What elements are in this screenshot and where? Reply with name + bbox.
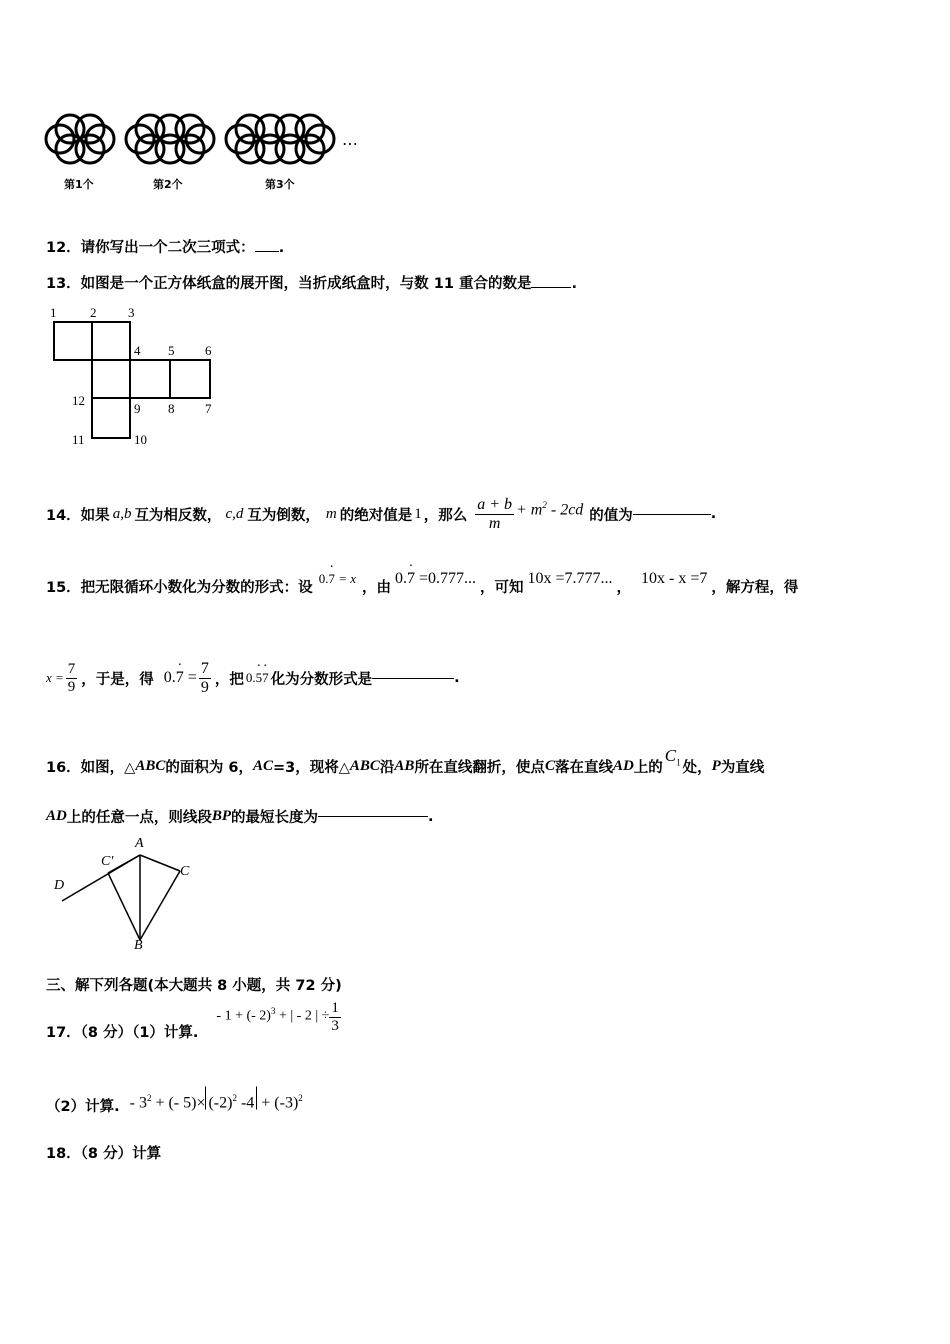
q15-e1b: · 7: [328, 571, 335, 586]
q15-e1: [319, 571, 356, 587]
q15-t6: ，把: [214, 671, 244, 688]
question-12: [46, 236, 284, 257]
q14-blank: [633, 514, 711, 515]
q17-e1-frac: [329, 1000, 341, 1034]
q15-val: [246, 670, 269, 686]
q15-x-lhs: x =: [46, 670, 64, 686]
q15-t7: 化为分数形式是: [270, 671, 373, 688]
q17-e1b: + | - 2 | ÷: [275, 1008, 330, 1024]
q15-r-frac: [199, 660, 211, 696]
q15-val-b: · 5: [256, 670, 263, 685]
q15-end: .: [454, 670, 460, 687]
q14-ab: a,b: [112, 505, 132, 522]
q16-bp: BP: [211, 808, 232, 824]
q15-r-a: 0.: [163, 669, 176, 687]
net-label-5: 5: [168, 343, 175, 358]
q16-c1-sub: 1: [676, 757, 681, 768]
label-A: A: [135, 836, 144, 851]
q16-ad2: AD: [46, 808, 67, 824]
net-label-6: 6: [205, 343, 212, 358]
q17-e2sup2: 2: [232, 1093, 237, 1103]
q14-t5: 的值为: [589, 507, 633, 524]
q14-frac-num: a + b: [477, 496, 512, 513]
q14-frac-den: m: [488, 514, 501, 532]
q17-e1sup: 3: [270, 1005, 276, 1016]
q14-end: .: [710, 506, 717, 523]
net-label-9: 9: [134, 401, 141, 416]
net-label-1: 1: [50, 305, 57, 320]
triangle-figure: [40, 835, 220, 960]
label-C: C: [180, 864, 190, 879]
q17-e2c: (-2): [208, 1094, 233, 1112]
question-14: [46, 496, 716, 532]
q15-t4: ，解方程，得: [711, 580, 799, 596]
q14-t2: 互为倒数，: [247, 507, 320, 524]
q15-x-den: 9: [67, 678, 76, 695]
q17-e2a: - 3: [129, 1094, 147, 1112]
q15-e3: 10x =7.777...: [527, 569, 613, 587]
net-label-11: 11: [72, 432, 85, 447]
label-B: B: [134, 938, 143, 953]
q15-t1: ，由: [361, 580, 391, 596]
q16-c1: [665, 746, 681, 767]
q17-e1a: - 1 + (- 2): [216, 1008, 271, 1024]
q12-end: .: [278, 240, 285, 256]
q15-r-den: 9: [200, 678, 209, 696]
q16-ab: AB: [394, 758, 415, 775]
net-label-4: 4: [134, 343, 141, 358]
q16-l1d: 沿: [379, 760, 395, 777]
q14-t3: 的绝对值是: [339, 507, 413, 524]
q15-e4: 10x - x =7: [641, 569, 708, 587]
q17-e2e: + (-3): [257, 1094, 299, 1112]
q15-e1c: = x: [334, 570, 356, 586]
q15-val-c: · 7: [262, 670, 269, 685]
net-label-2: 2: [90, 305, 97, 320]
q17-l1: 17．（8 分）（1）计算.: [46, 1024, 199, 1041]
section-3-title: 三、解下列各题(本大题共 8 小题，共 72 分): [46, 978, 342, 994]
q17-e1-den: 3: [331, 1017, 339, 1034]
question-16: [46, 746, 765, 777]
rings-1: [46, 115, 114, 163]
q15-x-num: 7: [67, 661, 76, 678]
rings-3: [226, 115, 334, 163]
q14-m: m: [325, 505, 337, 522]
question-16-line2: [46, 806, 434, 827]
q17-e2b: + (- 5)×: [151, 1094, 206, 1112]
q16-l1h: 处，: [682, 760, 712, 777]
q14-expr-sup: 2: [542, 500, 547, 511]
question-17: [46, 1000, 341, 1041]
q15-prefix: 15．把无限循环小数化为分数的形式：设: [46, 580, 313, 596]
q16-ad: AD: [612, 758, 634, 775]
q14-cd: c,d: [225, 505, 244, 522]
label-C1: C′: [101, 854, 114, 869]
q15-t2: ，可知: [480, 580, 524, 596]
q17-e2d: -4: [236, 1094, 255, 1112]
q16-l2b: 的最短长度为: [231, 810, 319, 826]
q15-x-frac: [66, 661, 78, 695]
question-17-part2: [46, 1086, 303, 1115]
label-D: D: [54, 878, 65, 893]
net-label-8: 8: [168, 401, 175, 416]
q15-e2c: =0.777...: [414, 569, 477, 587]
q16-l1i: 为直线: [720, 760, 765, 777]
q16-abc2: ABC: [349, 758, 380, 775]
q16-end: .: [428, 808, 434, 825]
caption-2: 第2个: [153, 178, 183, 191]
q15-r-c: =: [183, 669, 197, 687]
q16-c: C: [544, 758, 555, 775]
q14-prefix: 14．如果: [46, 507, 110, 524]
q16-l1e: 所在直线翻折，使点: [414, 760, 545, 777]
q17-bracket: [205, 1086, 257, 1110]
q17-e2sup3: 2: [298, 1093, 303, 1103]
q14-t4: ，那么: [423, 507, 468, 524]
net-label-3: 3: [128, 305, 135, 320]
q14-t1: 互为相反数，: [134, 507, 222, 524]
question-15-line2: [46, 660, 460, 696]
net-label-12: 12: [72, 393, 85, 408]
q16-c1-base: C: [664, 746, 677, 765]
q13-text: 13．如图是一个正方体纸盒的展开图，当折成纸盒时，与数 11 重合的数是: [46, 276, 532, 292]
q15-e2a: 0.: [394, 569, 407, 587]
q17-e2: [130, 1086, 303, 1112]
q15-e2b: · 7: [407, 570, 415, 587]
net-label-10: 10: [134, 432, 147, 447]
q14-one: 1: [414, 505, 422, 522]
q14-fraction: [475, 496, 514, 532]
q15-r-num: 7: [200, 660, 209, 677]
question-13: [46, 272, 577, 293]
q16-p: P: [711, 758, 721, 775]
q15-val-a: 0.: [245, 670, 256, 686]
q16-l1b: 的面积为 6，: [165, 760, 253, 777]
q12-blank: [255, 251, 279, 252]
q15-e1a: 0.: [318, 570, 329, 586]
q16-blank: [318, 816, 428, 817]
q16-l1c: =3，现将△: [273, 760, 350, 777]
q15-t3: ，: [616, 580, 632, 596]
q14-expr-tail2: - 2cd: [546, 501, 584, 519]
q17-e2sup1: 2: [146, 1093, 152, 1103]
question-15: [46, 569, 799, 597]
question-18: 18．（8 分）计算: [46, 1146, 162, 1162]
q16-abc1: ABC: [135, 758, 166, 775]
q16-l1f: 落在直线: [554, 760, 613, 777]
q14-expr-tail: + m: [516, 501, 543, 519]
q15-r: [164, 669, 197, 687]
q17-e1: [216, 1006, 329, 1025]
q13-blank: [531, 287, 571, 288]
q16-l1a: 16．如图，△: [46, 760, 136, 777]
q15-blank: [372, 678, 454, 679]
q15-e2: [395, 570, 476, 588]
q13-end: .: [571, 276, 577, 292]
q17-e1-num: 1: [331, 1000, 339, 1016]
q15-r-b: · 7: [176, 669, 184, 686]
q15-t5: ，于是，得: [81, 671, 154, 688]
net-label-7: 7: [205, 401, 212, 416]
caption-1: 第1个: [64, 178, 94, 191]
q16-l1g: 上的: [633, 760, 663, 777]
rings-2: [126, 115, 214, 163]
q14-expr: [516, 500, 583, 519]
q17-l2: （2）计算.: [46, 1098, 120, 1115]
caption-3: 第3个: [265, 178, 295, 191]
ellipsis: …: [342, 130, 358, 149]
q16-ac: AC: [253, 758, 274, 775]
q12-text: 12．请你写出一个二次三项式：: [46, 240, 255, 256]
q16-l2a: 上的任意一点，则线段: [66, 810, 212, 826]
